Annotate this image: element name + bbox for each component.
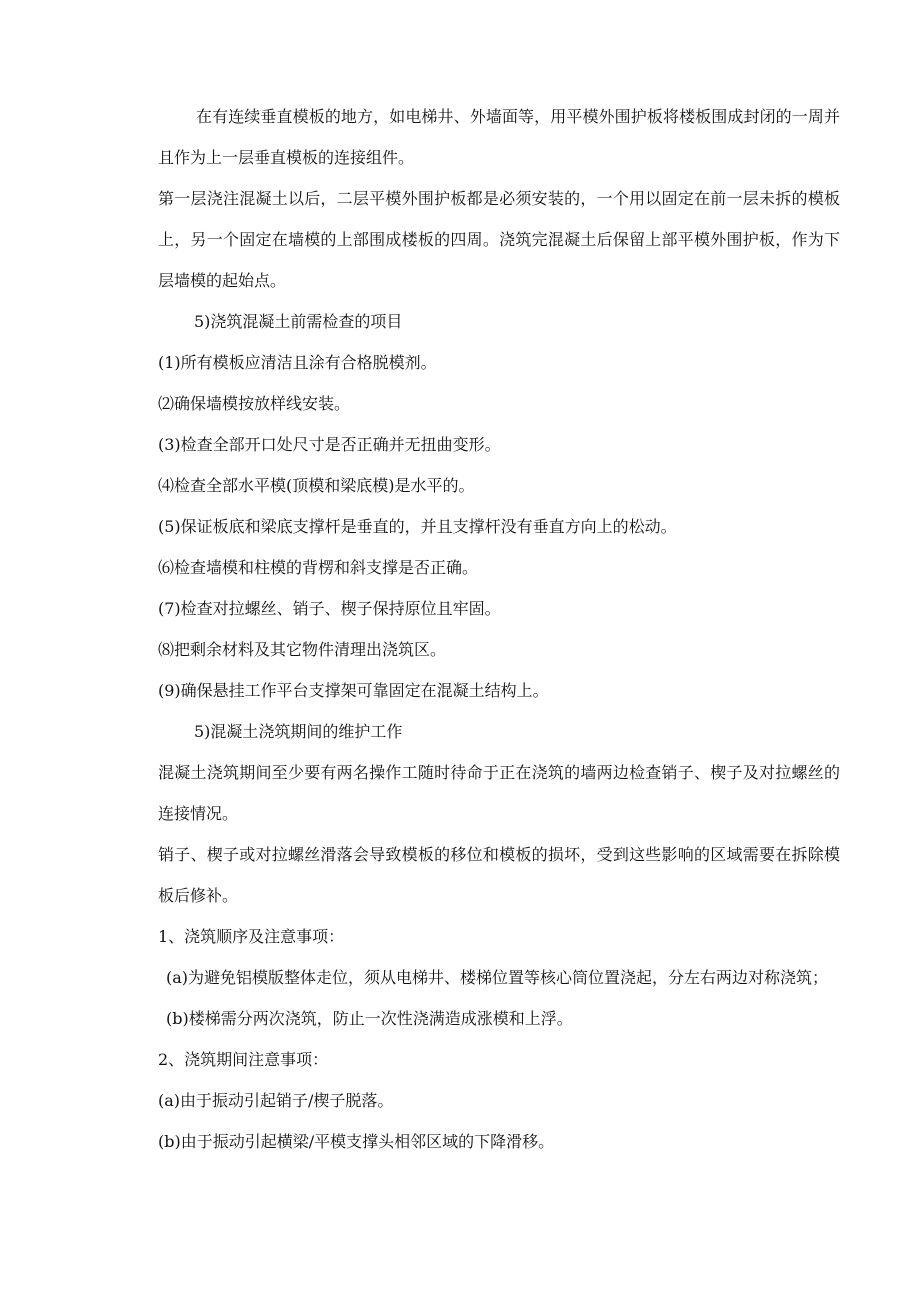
heading-pour-sequence: 1、浇筑顺序及注意事项： xyxy=(158,927,345,946)
check-item: ⑻把剩余材料及其它物件清理出浇筑区。 xyxy=(158,640,447,659)
note-item-a: (a)由于振动引起销子/楔子脱落。 xyxy=(158,1091,394,1110)
check-item: (9)确保悬挂工作平台支撑架可靠固定在混凝土结构上。 xyxy=(158,681,549,700)
check-item: ⑵确保墙模按放样线安装。 xyxy=(158,394,351,413)
sequence-item-b: (b)楼梯需分两次浇筑，防止一次性浇满造成涨模和上浮。 xyxy=(166,1009,573,1028)
heading-maintenance-during-pour: 5)混凝土浇筑期间的维护工作 xyxy=(194,722,403,741)
heading-pour-notes: 2、浇筑期间注意事项： xyxy=(158,1050,329,1069)
check-item: (5)保证板底和梁底支撑杆是垂直的，并且支撑杆没有垂直方向上的松动。 xyxy=(158,517,677,536)
check-item: ⑹检查墙模和柱模的背楞和斜支撑是否正确。 xyxy=(158,558,479,577)
paragraph-slip-damage: 销子、楔子或对拉螺丝滑落会导致模板的移位和模板的损坏，受到这些影响的区域需要在拆除模板后修补。 xyxy=(158,845,840,905)
paragraph-first-layer: 第一层浇注混凝土以后，二层平模外围护板都是必须安装的，一个用以固定在前一层未拆的模板上，另一个固定在墙模的上部围成楼板的四周。浇筑完混凝土后保留上部平模外围护板，作为下层墙模的起始点。 xyxy=(158,189,840,290)
check-item: (3)检查全部开口处尺寸是否正确并无扭曲变形。 xyxy=(158,435,501,454)
sequence-item-a: (a)为避免铝模版整体走位，须从电梯井、楼梯位置等核心筒位置浇起，分左右两边对称浇筑； xyxy=(166,968,829,987)
paragraph-enclosure: 在有连续垂直模板的地方，如电梯井、外墙面等，用平模外围护板将楼板围成封闭的一周并且作为上一层垂直模板的连接组件。 xyxy=(158,107,840,167)
note-item-b: (b)由于振动引起横梁/平模支撑头相邻区域的下降滑移。 xyxy=(158,1132,555,1151)
paragraph-operators-standby: 混凝土浇筑期间至少要有两名操作工随时待命于正在浇筑的墙两边检查销子、楔子及对拉螺丝的连接情况。 xyxy=(158,763,840,823)
check-item: (1)所有模板应清洁且涂有合格脱模剂。 xyxy=(158,353,437,372)
heading-pre-pour-checks: 5)浇筑混凝土前需检查的项目 xyxy=(194,312,403,331)
document-body xyxy=(158,96,840,1162)
check-item: ⑷检查全部水平模(顶模和梁底模)是水平的。 xyxy=(158,476,475,495)
check-item: (7)检查对拉螺丝、销子、楔子保持原位且牢固。 xyxy=(158,599,501,618)
